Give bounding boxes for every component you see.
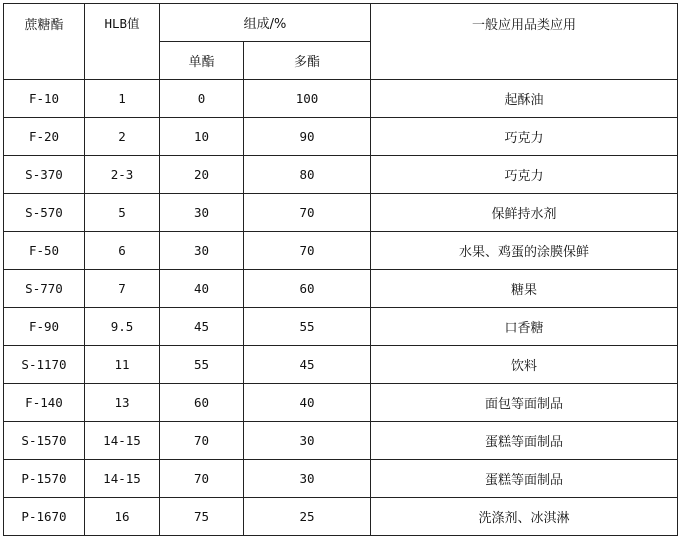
cell-ester: S-370	[4, 156, 85, 194]
table-row	[4, 460, 678, 498]
cell-hlb: 11	[85, 346, 160, 384]
cell-application: 糖果	[371, 270, 678, 308]
cell-hlb: 1	[85, 80, 160, 118]
cell-poly: 70	[244, 194, 371, 232]
cell-ester: F-10	[4, 80, 85, 118]
table-row	[4, 308, 678, 346]
header-mono: 单酯	[160, 42, 244, 80]
header-hlb: HLB值	[85, 4, 160, 80]
cell-mono: 30	[160, 232, 244, 270]
cell-poly: 70	[244, 232, 371, 270]
cell-poly: 45	[244, 346, 371, 384]
cell-mono: 10	[160, 118, 244, 156]
cell-poly: 90	[244, 118, 371, 156]
table-row	[4, 156, 678, 194]
cell-ester: F-20	[4, 118, 85, 156]
cell-mono: 70	[160, 422, 244, 460]
sucrose-ester-table	[3, 3, 678, 536]
cell-application: 巧克力	[371, 118, 678, 156]
table-row	[4, 80, 678, 118]
cell-poly: 60	[244, 270, 371, 308]
cell-hlb: 2	[85, 118, 160, 156]
cell-poly: 80	[244, 156, 371, 194]
table-row	[4, 422, 678, 460]
table-row	[4, 498, 678, 536]
cell-application: 保鲜持水剂	[371, 194, 678, 232]
table-row	[4, 232, 678, 270]
header-row	[4, 4, 678, 42]
cell-poly: 30	[244, 460, 371, 498]
cell-hlb: 5	[85, 194, 160, 232]
cell-hlb: 14-15	[85, 422, 160, 460]
cell-application: 巧克力	[371, 156, 678, 194]
cell-mono: 75	[160, 498, 244, 536]
header-poly: 多酯	[244, 42, 371, 80]
cell-mono: 30	[160, 194, 244, 232]
cell-mono: 55	[160, 346, 244, 384]
cell-application: 蛋糕等面制品	[371, 460, 678, 498]
cell-hlb: 7	[85, 270, 160, 308]
cell-application: 面包等面制品	[371, 384, 678, 422]
cell-ester: S-770	[4, 270, 85, 308]
cell-mono: 45	[160, 308, 244, 346]
cell-application: 饮料	[371, 346, 678, 384]
cell-hlb: 13	[85, 384, 160, 422]
cell-ester: F-90	[4, 308, 85, 346]
cell-ester: P-1670	[4, 498, 85, 536]
table-row	[4, 194, 678, 232]
header-ester: 蔗糖酯	[4, 4, 85, 80]
cell-hlb: 14-15	[85, 460, 160, 498]
cell-poly: 40	[244, 384, 371, 422]
cell-application: 口香糖	[371, 308, 678, 346]
cell-ester: F-140	[4, 384, 85, 422]
cell-poly: 25	[244, 498, 371, 536]
cell-poly: 55	[244, 308, 371, 346]
cell-mono: 20	[160, 156, 244, 194]
cell-ester: P-1570	[4, 460, 85, 498]
cell-mono: 70	[160, 460, 244, 498]
cell-hlb: 9.5	[85, 308, 160, 346]
table-row	[4, 346, 678, 384]
cell-ester: S-1570	[4, 422, 85, 460]
cell-poly: 100	[244, 80, 371, 118]
cell-hlb: 6	[85, 232, 160, 270]
table-row	[4, 118, 678, 156]
cell-poly: 30	[244, 422, 371, 460]
cell-ester: S-1170	[4, 346, 85, 384]
cell-hlb: 16	[85, 498, 160, 536]
header-application: 一般应用品类应用	[371, 4, 678, 80]
cell-ester: S-570	[4, 194, 85, 232]
table-row	[4, 384, 678, 422]
cell-application: 起酥油	[371, 80, 678, 118]
cell-hlb: 2-3	[85, 156, 160, 194]
cell-mono: 60	[160, 384, 244, 422]
cell-application: 蛋糕等面制品	[371, 422, 678, 460]
table-row	[4, 270, 678, 308]
cell-mono: 0	[160, 80, 244, 118]
cell-application: 洗涤剂、冰淇淋	[371, 498, 678, 536]
cell-application: 水果、鸡蛋的涂膜保鲜	[371, 232, 678, 270]
cell-mono: 40	[160, 270, 244, 308]
header-composition: 组成/%	[160, 4, 371, 42]
cell-ester: F-50	[4, 232, 85, 270]
